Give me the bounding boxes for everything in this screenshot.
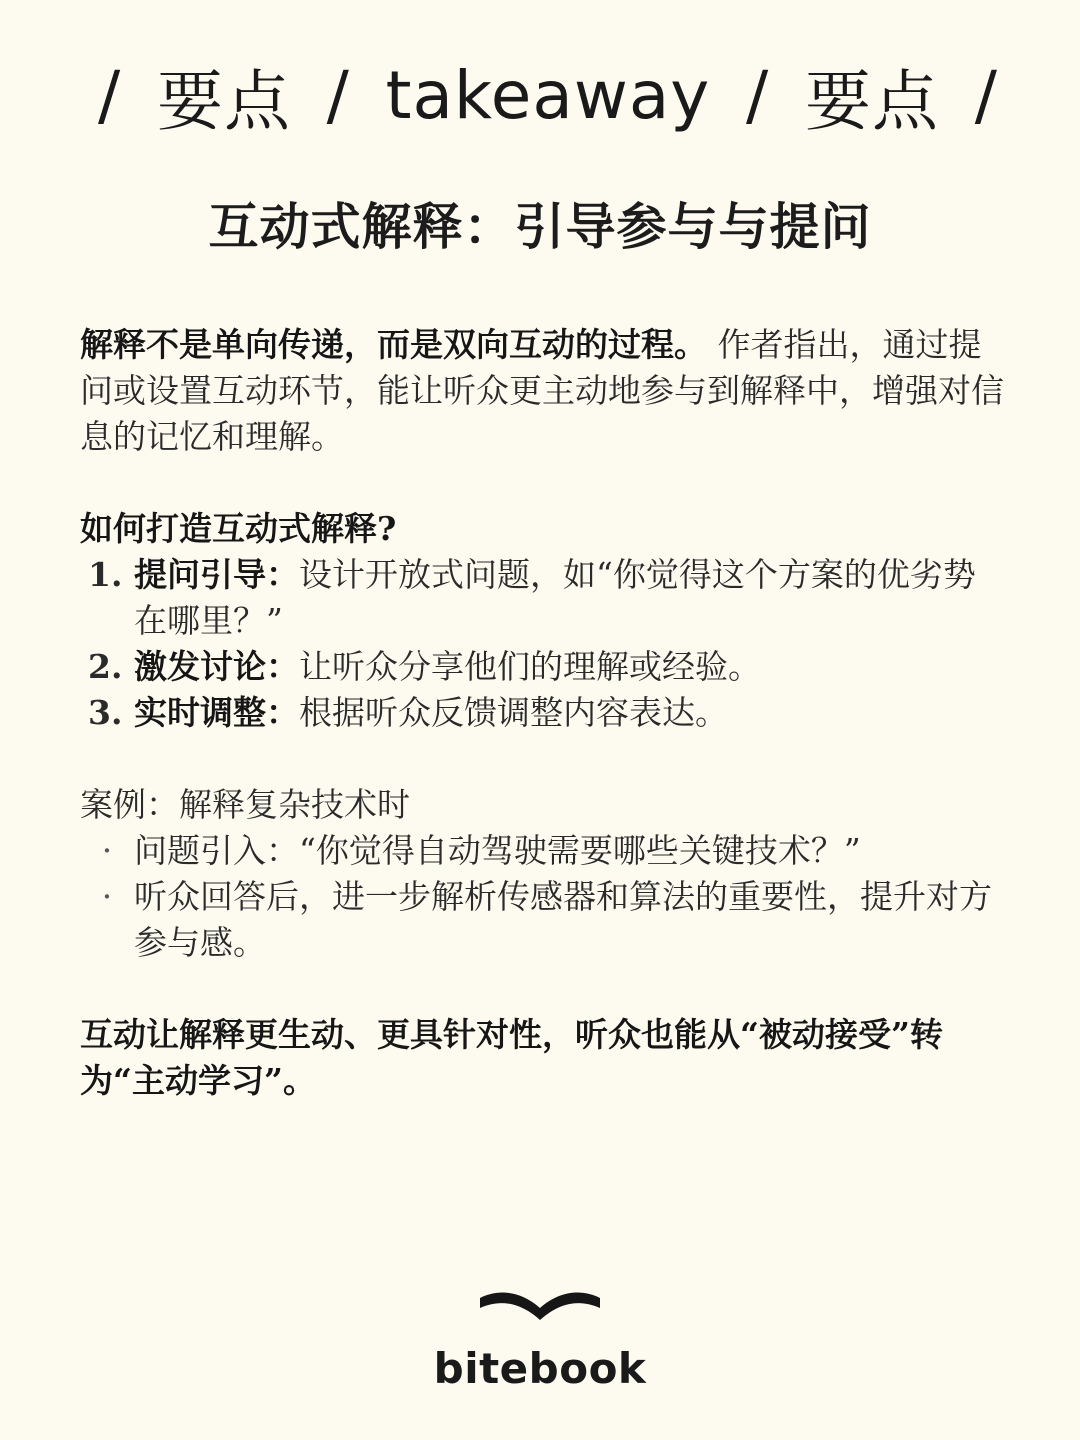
brand-logo (0, 1290, 1080, 1393)
spacer (80, 966, 1005, 1012)
list-item (80, 552, 1005, 644)
header-slash: / (974, 56, 998, 134)
list-item (80, 644, 1005, 690)
header-item-2: takeaway (385, 56, 711, 134)
list-item-text: 问题引入：“你觉得自动驾驶需要哪些关键技术？” (134, 831, 861, 870)
list-item (80, 828, 1005, 874)
header-slash: / (326, 56, 350, 134)
list-item (80, 874, 1005, 966)
list-item-text: 让听众分享他们的理解或经验。 (299, 647, 761, 686)
list-item (80, 690, 1005, 736)
spacer (80, 460, 1005, 506)
intro-paragraph (80, 322, 1005, 460)
spacer (80, 736, 1005, 782)
list-item-number: 2. (88, 647, 123, 686)
page-title: 互动式解释：引导参与与提问 (208, 197, 872, 256)
list-item-text: 听众回答后，进一步解析传感器和算法的重要性，提升对方参与感。 (134, 877, 992, 962)
main-content (80, 322, 1005, 1104)
list-item-label: 激发讨论： (134, 647, 299, 686)
case-heading: 案例：解释复杂技术时 (80, 785, 410, 824)
bullet-icon: · (101, 831, 113, 870)
header-item-1: 要点 (156, 62, 291, 140)
intro-text: 作者指出，通过提问或设置互动环节，能让听众更主动地参与到解释中，增强对信息的记忆和理解。 (80, 325, 1004, 456)
list-item-label: 实时调整： (134, 693, 299, 732)
header (0, 50, 1080, 140)
book-logo-icon (478, 1290, 602, 1324)
brand-name: bitebook (433, 1344, 647, 1393)
list-item-text: 根据听众反馈调整内容表达。 (299, 693, 728, 732)
howto-list (80, 552, 1005, 736)
list-item-text: 设计开放式问题，如“你觉得这个方案的优劣势在哪里？” (134, 555, 976, 640)
list-item-number: 1. (88, 555, 123, 594)
bullet-icon: · (101, 877, 113, 916)
list-item-label: 提问引导： (134, 555, 299, 594)
howto-heading: 如何打造互动式解释? (80, 509, 397, 548)
header-item-3: 要点 (805, 62, 939, 140)
header-slash: / (746, 56, 770, 134)
list-item-number: 3. (88, 693, 123, 732)
case-list (80, 828, 1005, 966)
conclusion-paragraph: 互动让解释更生动、更具针对性，听众也能从“被动接受”转为“主动学习”。 (80, 1015, 943, 1100)
intro-bold: 解释不是单向传递，而是双向互动的过程。 (80, 325, 707, 364)
header-slash: / (98, 56, 122, 134)
